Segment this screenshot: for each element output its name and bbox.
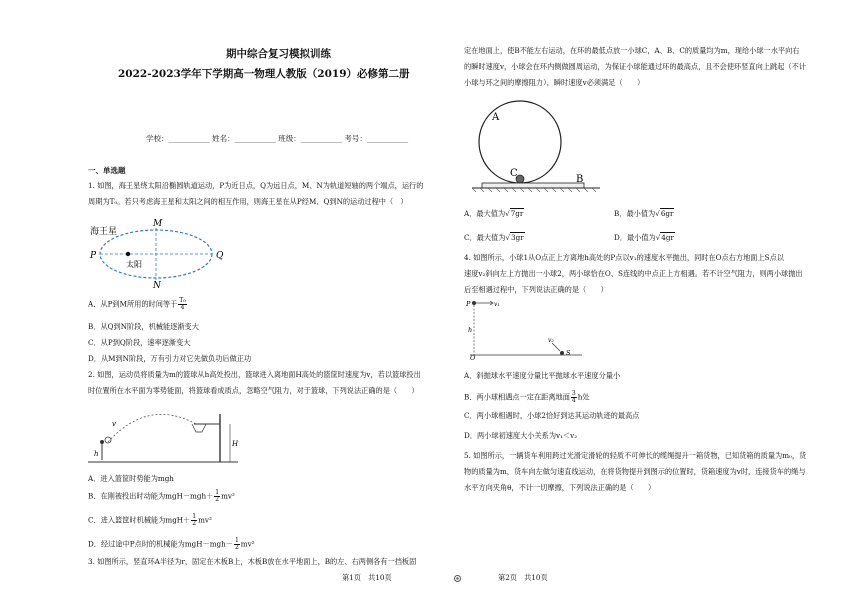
q3-ring-figure [472, 94, 612, 194]
svg-text:S: S [566, 349, 571, 357]
q4-option-b: B．两小球相遇点一定在距离地面 $\frac{3}{4}$ h处 [464, 390, 590, 404]
svg-text:B: B [576, 174, 584, 185]
q1-stem: 1. 如图，海王星绕太阳沿椭圆轨道运动，P为近日点，Q为远日点，M、N为轨道短轴的两个端点，运行的 周期为T₀。若只考虑海王星和太阳之间的相互作用，则海王星在从P经M、Q到N的运动过程中（ ） [88, 181, 424, 206]
q3-option-d: D．最小值为√4gr [614, 233, 674, 242]
q1-orbit-figure [88, 216, 224, 291]
q3-option-a: A．最大值为√7gr [464, 209, 524, 218]
page-number-left: 第1页 共10页 [342, 573, 392, 582]
svg-text:v: v [112, 420, 116, 428]
svg-text:N: N [153, 281, 161, 291]
school-field: 学校：___________ [146, 134, 210, 143]
svg-text:v₁: v₁ [494, 301, 500, 308]
q4-option-d: D．两小球初速度大小关系为v₁＜v₂ [464, 431, 578, 440]
page-number-right: 第2页 共10页 [498, 573, 548, 582]
svg-text:P: P [466, 300, 471, 308]
q1-option-a: A．从P到M所用的时间等于 $\frac{\text{T₀}}{4}$ [88, 297, 186, 311]
q4-projectile-figure [466, 298, 586, 360]
q3-stem-part1: 3. 如图所示，竖直环A半径为r，固定在木板B上，木板B放在水平地面上，B的左、右两侧各有一挡板固 [88, 557, 417, 566]
q5-stem: 5. 如图所示，一辆货车利用跨过光滑定滑轮的轻质不可伸长的缆绳提升一箱货物，已知货箱的质量为m₀，货 物的质量为m，货车向左做匀速直线运动，在将货物提升到图示的位置时，货箱速度为v时，连接货车的绳与 水平方向夹角θ，不计一切摩擦，下列说法正确的是（ ） [464, 451, 807, 492]
student-info [146, 133, 408, 144]
svg-text:v₂: v₂ [548, 337, 554, 344]
sun-label: 太阳 [126, 260, 142, 269]
class-field: 班级：___________ [278, 134, 343, 143]
svg-text:h: h [94, 450, 99, 458]
page-title: 期中综合复习模拟训练 [226, 48, 331, 60]
q2-stem: 2. 如图，运动员将质量为m的篮球从h高处投出，篮球进入离地面H高处的篮筐时速度为v，若以篮球投出 时位置所在水平面为零势能面，将篮球看成质点，忽略空气阻力，对于篮球，下列说法正确的是（ ） [88, 370, 421, 395]
svg-text:M: M [153, 219, 163, 229]
q4-option-c: C．两小球相遇时，小球2恰好到达其运动轨迹的最高点 [464, 411, 640, 420]
section-heading: 一、单选题 [88, 166, 126, 175]
center-circle-icon [453, 574, 462, 583]
svg-text:P: P [90, 251, 97, 261]
svg-text:A: A [492, 112, 500, 123]
planet-label: 海王星 [90, 227, 118, 237]
q2-option-b: B．在刚被投出时动能为mgH－mgh＋ $\frac{1}{2}$ mv² [88, 489, 235, 503]
name-field: 姓名：___________ [212, 134, 276, 143]
q2-option-c: C．进入篮筐时机械能为mgH＋ $\frac{1}{2}$ mv² [88, 513, 212, 527]
exam-no-field: 考号：___________ [344, 134, 409, 143]
q4-option-a: A．斜抛球水平速度分量比平抛球水平速度分量小 [464, 371, 621, 380]
svg-text:h: h [468, 326, 473, 334]
svg-text:Q: Q [216, 251, 224, 261]
q4-stem: 4. 如图所示，小球1从O点正上方离地h高处的P点以v₁的速度水平抛出，同时在O点右方地面上S点以 速度v₂斜向左上方抛出一小球2，两小球恰在O、S连线的中点正上方相遇。若不计空气阻力，则两小球抛出 后至相遇过程中，下列说法正确的是（ ） [464, 253, 803, 294]
q3-option-c: C．最大值为√3gr [464, 233, 524, 242]
page-subtitle: 2022-2023学年下学期高一物理人教版（2019）必修第二册 [118, 68, 410, 80]
svg-text:O: O [470, 354, 476, 362]
q2-option-a: A．进入篮筐时势能为mgh [88, 474, 174, 483]
q1-option-b: B．从Q到N阶段，机械能逐渐变大 [88, 322, 199, 331]
svg-text:H: H [232, 440, 239, 448]
q1-option-c: C．从P到Q阶段，速率逐渐变大 [88, 338, 191, 347]
q2-option-d: D．经过途中P点时的机械能为mgH－mgh－ $\frac{1}{2}$ mv² [88, 537, 255, 551]
q3-stem-part2: 定在地面上，使B不能左右运动，在环的最低点放一小球C，A、B、C的质量均为m，现给小球一水平向右 的瞬时速度v，小球会在环内侧做圆周运动，为保证小球能通过环的最高点，且不会使环竖直向上跳起（不计 小球与环之间的摩擦阻力），瞬时速度v必须满足（ ） [464, 46, 806, 87]
svg-text:C: C [510, 168, 518, 179]
q3-option-b: B．最小值为√6gr [614, 209, 674, 218]
q2-basketball-figure [88, 404, 238, 466]
q1-option-d: D．从M到N阶段，万有引力对它先做负功后做正功 [88, 354, 252, 363]
